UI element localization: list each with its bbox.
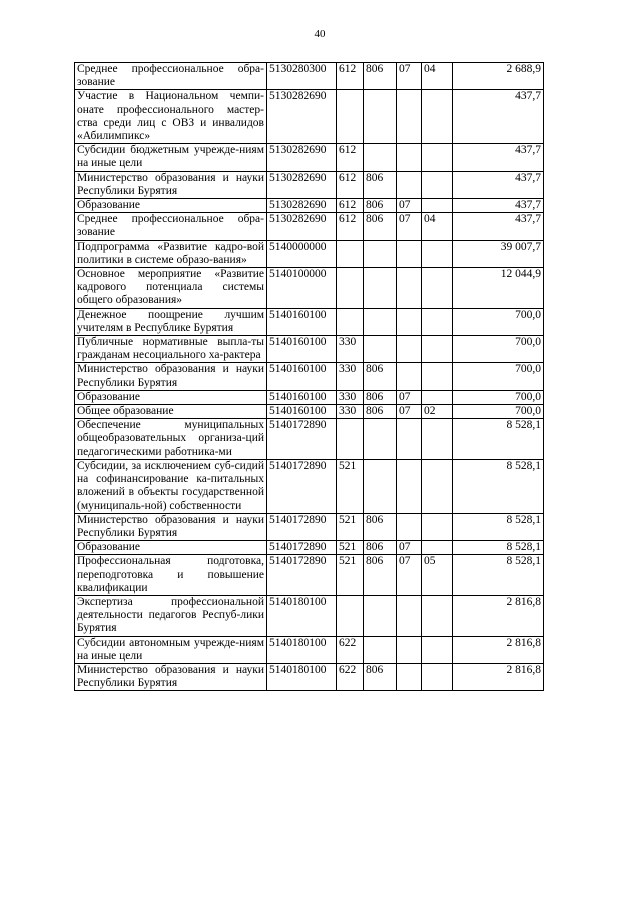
budget-table-body xyxy=(75,63,544,691)
row-name-cell: Обеспечение муниципальных общеобразовательных организа-ций педагогическими работника-ми xyxy=(75,419,267,460)
row-name-cell: Подпрограмма «Развитие кадро-вой политики в системе образо-вания» xyxy=(75,240,267,267)
row-expense-type-cell xyxy=(337,308,364,335)
row-expense-type-cell xyxy=(337,90,364,144)
row-ministry-cell xyxy=(364,308,397,335)
row-ministry-cell: 806 xyxy=(364,390,397,404)
row-amount-cell: 700,0 xyxy=(453,336,544,363)
row-name-cell: Министерство образования и науки Республики Бурятия xyxy=(75,363,267,390)
table-row xyxy=(75,636,544,663)
row-amount-cell: 2 816,8 xyxy=(453,636,544,663)
row-code-cell: 5140172890 xyxy=(267,541,337,555)
row-name-cell: Образование xyxy=(75,390,267,404)
row-subsection-cell xyxy=(422,459,453,513)
row-expense-type-cell: 330 xyxy=(337,336,364,363)
row-section-cell xyxy=(397,459,422,513)
row-expense-type-cell xyxy=(337,419,364,460)
row-section-cell xyxy=(397,595,422,636)
row-amount-cell: 437,7 xyxy=(453,213,544,240)
row-code-cell: 5130280300 xyxy=(267,63,337,90)
row-subsection-cell xyxy=(422,144,453,171)
row-subsection-cell: 04 xyxy=(422,63,453,90)
row-ministry-cell xyxy=(364,336,397,363)
row-expense-type-cell xyxy=(337,268,364,309)
row-code-cell: 5140172890 xyxy=(267,555,337,596)
row-amount-cell: 12 044,9 xyxy=(453,268,544,309)
table-row xyxy=(75,90,544,144)
row-section-cell: 07 xyxy=(397,405,422,419)
row-section-cell xyxy=(397,419,422,460)
table-row xyxy=(75,336,544,363)
row-ministry-cell: 806 xyxy=(364,63,397,90)
row-section-cell xyxy=(397,240,422,267)
row-subsection-cell xyxy=(422,90,453,144)
row-section-cell: 07 xyxy=(397,213,422,240)
row-amount-cell: 8 528,1 xyxy=(453,419,544,460)
row-subsection-cell xyxy=(422,268,453,309)
row-amount-cell: 2 816,8 xyxy=(453,595,544,636)
row-expense-type-cell: 612 xyxy=(337,213,364,240)
row-name-cell: Экспертиза профессиональной деятельности педагогов Респуб-лики Бурятия xyxy=(75,595,267,636)
row-amount-cell: 437,7 xyxy=(453,144,544,171)
row-code-cell: 5140180100 xyxy=(267,595,337,636)
row-section-cell: 07 xyxy=(397,63,422,90)
row-subsection-cell xyxy=(422,240,453,267)
table-row xyxy=(75,63,544,90)
row-subsection-cell xyxy=(422,336,453,363)
row-ministry-cell xyxy=(364,419,397,460)
table-row xyxy=(75,419,544,460)
row-expense-type-cell: 330 xyxy=(337,363,364,390)
row-subsection-cell xyxy=(422,513,453,540)
row-amount-cell: 8 528,1 xyxy=(453,513,544,540)
row-amount-cell: 39 007,7 xyxy=(453,240,544,267)
table-row xyxy=(75,240,544,267)
row-code-cell: 5130282690 xyxy=(267,213,337,240)
row-ministry-cell xyxy=(364,268,397,309)
row-expense-type-cell: 521 xyxy=(337,555,364,596)
row-name-cell: Субсидии бюджетным учрежде-ниям на иные цели xyxy=(75,144,267,171)
row-section-cell: 07 xyxy=(397,199,422,213)
row-code-cell: 5140172890 xyxy=(267,419,337,460)
row-subsection-cell xyxy=(422,541,453,555)
row-ministry-cell: 806 xyxy=(364,363,397,390)
row-expense-type-cell: 622 xyxy=(337,636,364,663)
row-section-cell xyxy=(397,363,422,390)
table-row xyxy=(75,144,544,171)
row-subsection-cell: 04 xyxy=(422,213,453,240)
row-code-cell: 5140172890 xyxy=(267,459,337,513)
row-section-cell xyxy=(397,336,422,363)
table-row xyxy=(75,171,544,198)
row-ministry-cell xyxy=(364,144,397,171)
row-amount-cell: 700,0 xyxy=(453,390,544,404)
row-name-cell: Образование xyxy=(75,199,267,213)
row-name-cell: Денежное поощрение лучшим учителям в Республике Бурятия xyxy=(75,308,267,335)
row-subsection-cell xyxy=(422,308,453,335)
row-section-cell: 07 xyxy=(397,555,422,596)
row-name-cell: Профессиональная подготовка, переподготовка и повышение квалификации xyxy=(75,555,267,596)
row-expense-type-cell: 612 xyxy=(337,199,364,213)
row-code-cell: 5130282690 xyxy=(267,144,337,171)
row-section-cell xyxy=(397,90,422,144)
row-code-cell: 5140160100 xyxy=(267,405,337,419)
table-row xyxy=(75,405,544,419)
row-name-cell: Министерство образования и науки Республики Бурятия xyxy=(75,513,267,540)
row-code-cell: 5140160100 xyxy=(267,336,337,363)
row-subsection-cell xyxy=(422,171,453,198)
row-name-cell: Публичные нормативные выпла-ты гражданам несоциального ха-рактера xyxy=(75,336,267,363)
row-amount-cell: 437,7 xyxy=(453,171,544,198)
row-name-cell: Основное мероприятие «Развитие кадрового потенциала системы общего образования» xyxy=(75,268,267,309)
row-subsection-cell xyxy=(422,663,453,690)
row-amount-cell: 2 688,9 xyxy=(453,63,544,90)
row-amount-cell: 8 528,1 xyxy=(453,555,544,596)
row-section-cell xyxy=(397,144,422,171)
row-amount-cell: 700,0 xyxy=(453,363,544,390)
row-amount-cell: 8 528,1 xyxy=(453,541,544,555)
row-expense-type-cell: 612 xyxy=(337,144,364,171)
row-section-cell xyxy=(397,268,422,309)
row-name-cell: Субсидии, за исключением суб-сидий на софинансирование ка-питальных вложений в объекты государственной (муниципаль-ной) собственности xyxy=(75,459,267,513)
table-row xyxy=(75,555,544,596)
row-section-cell xyxy=(397,513,422,540)
row-section-cell: 07 xyxy=(397,390,422,404)
row-ministry-cell: 806 xyxy=(364,541,397,555)
row-section-cell xyxy=(397,171,422,198)
row-code-cell: 5140180100 xyxy=(267,663,337,690)
row-ministry-cell: 806 xyxy=(364,213,397,240)
row-subsection-cell xyxy=(422,199,453,213)
row-amount-cell: 437,7 xyxy=(453,199,544,213)
row-expense-type-cell: 521 xyxy=(337,541,364,555)
table-row xyxy=(75,199,544,213)
row-ministry-cell: 806 xyxy=(364,405,397,419)
table-row xyxy=(75,541,544,555)
row-ministry-cell xyxy=(364,595,397,636)
row-name-cell: Среднее профессиональное обра-зование xyxy=(75,63,267,90)
row-ministry-cell: 806 xyxy=(364,513,397,540)
row-amount-cell: 437,7 xyxy=(453,90,544,144)
row-subsection-cell xyxy=(422,595,453,636)
row-subsection-cell xyxy=(422,636,453,663)
row-amount-cell: 700,0 xyxy=(453,405,544,419)
row-ministry-cell xyxy=(364,636,397,663)
row-code-cell: 5140100000 xyxy=(267,268,337,309)
table-row xyxy=(75,363,544,390)
row-name-cell: Министерство образования и науки Республики Бурятия xyxy=(75,171,267,198)
row-ministry-cell: 806 xyxy=(364,199,397,213)
row-expense-type-cell: 330 xyxy=(337,405,364,419)
row-code-cell: 5130282690 xyxy=(267,199,337,213)
row-subsection-cell xyxy=(422,390,453,404)
row-section-cell xyxy=(397,308,422,335)
row-name-cell: Образование xyxy=(75,541,267,555)
row-expense-type-cell: 612 xyxy=(337,171,364,198)
budget-table xyxy=(74,62,544,691)
row-code-cell: 5130282690 xyxy=(267,90,337,144)
row-code-cell: 5140160100 xyxy=(267,363,337,390)
row-amount-cell: 700,0 xyxy=(453,308,544,335)
row-code-cell: 5140160100 xyxy=(267,308,337,335)
table-row xyxy=(75,459,544,513)
row-code-cell: 5140172890 xyxy=(267,513,337,540)
row-expense-type-cell: 612 xyxy=(337,63,364,90)
table-row xyxy=(75,268,544,309)
table-row xyxy=(75,595,544,636)
row-ministry-cell xyxy=(364,240,397,267)
row-subsection-cell xyxy=(422,419,453,460)
row-name-cell: Общее образование xyxy=(75,405,267,419)
row-expense-type-cell xyxy=(337,240,364,267)
row-subsection-cell xyxy=(422,363,453,390)
row-code-cell: 5130282690 xyxy=(267,171,337,198)
row-subsection-cell: 02 xyxy=(422,405,453,419)
row-name-cell: Участие в Национальном чемпи-онате профессионального мастер-ства среди лиц с ОВЗ и инвалидов «Абилимпикс» xyxy=(75,90,267,144)
row-amount-cell: 2 816,8 xyxy=(453,663,544,690)
row-expense-type-cell: 521 xyxy=(337,513,364,540)
row-subsection-cell: 05 xyxy=(422,555,453,596)
row-section-cell xyxy=(397,636,422,663)
table-row xyxy=(75,390,544,404)
table-row xyxy=(75,663,544,690)
row-section-cell: 07 xyxy=(397,541,422,555)
row-name-cell: Министерство образования и науки Республики Бурятия xyxy=(75,663,267,690)
row-expense-type-cell: 521 xyxy=(337,459,364,513)
row-expense-type-cell xyxy=(337,595,364,636)
table-row xyxy=(75,513,544,540)
row-expense-type-cell: 622 xyxy=(337,663,364,690)
row-code-cell: 5140180100 xyxy=(267,636,337,663)
table-row xyxy=(75,213,544,240)
row-code-cell: 5140000000 xyxy=(267,240,337,267)
row-ministry-cell: 806 xyxy=(364,663,397,690)
row-ministry-cell xyxy=(364,459,397,513)
row-ministry-cell: 806 xyxy=(364,171,397,198)
table-row xyxy=(75,308,544,335)
row-code-cell: 5140160100 xyxy=(267,390,337,404)
row-ministry-cell xyxy=(364,90,397,144)
row-amount-cell: 8 528,1 xyxy=(453,459,544,513)
page-number: 40 xyxy=(314,28,326,40)
row-expense-type-cell: 330 xyxy=(337,390,364,404)
row-ministry-cell: 806 xyxy=(364,555,397,596)
row-section-cell xyxy=(397,663,422,690)
row-name-cell: Субсидии автономным учрежде-ниям на иные цели xyxy=(75,636,267,663)
row-name-cell: Среднее профессиональное обра-зование xyxy=(75,213,267,240)
